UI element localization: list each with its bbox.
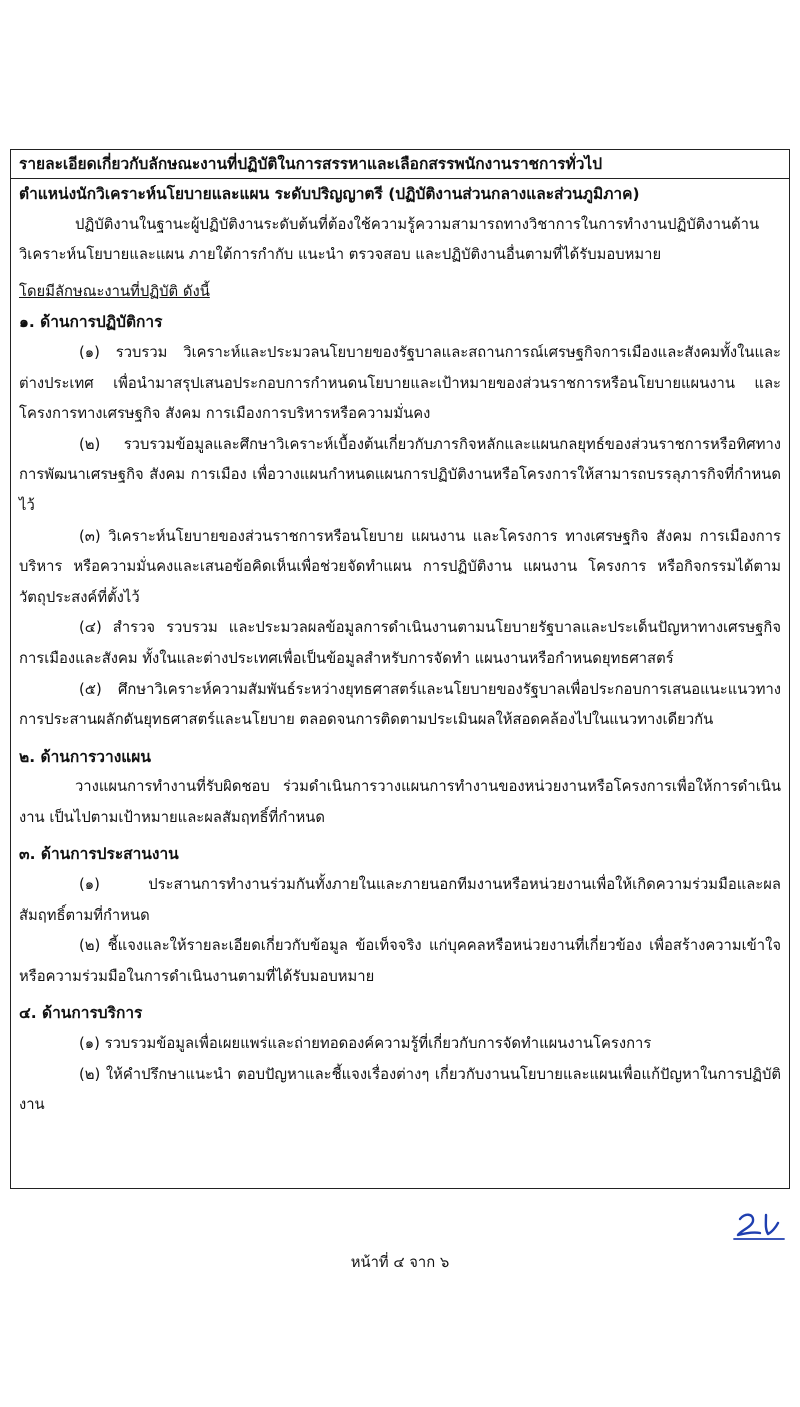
- duties-heading: โดยมีลักษณะงานที่ปฏิบัติ ดังนี้: [19, 282, 210, 300]
- operations-item-5: (๕) ศึกษาวิเคราะห์ความสัมพันธ์ระหว่างยุทธศาสตร์และนโยบายของรัฐบาลเพื่อประกอบการเสนอแนะแนวทาง การประสานผลักดันยุทธศาสตร์และนโยบาย ตลอดจนการติดตามประเมินผลให้สอดคล้องไปในแนวทางเดียวกัน: [19, 680, 781, 729]
- coordination-item-1: (๑) ประสานการทำงานร่วมกันทั้งภายในและภายนอกทีมงานหรือหน่วยงานเพื่อให้เกิดความร่วมมือและผลสัมฤทธิ์ตามที่กำหนด: [19, 876, 781, 924]
- section-heading-service: ๔. ด้านการบริการ: [19, 1004, 143, 1023]
- service-item-2: (๒) ให้คำปรึกษาแนะนำ ตอบปัญหาและชี้แจงเรื่องต่างๆ เกี่ยวกับงานนโยบายและแผนเพื่อแก้ปัญหาในการปฏิบัติงาน: [19, 1065, 781, 1114]
- service-item-1: (๑) รวบรวมข้อมูลเพื่อเผยแพร่และถ่ายทอดองค์ความรู้ที่เกี่ยวกับการจัดทำแผนงานโครงการ: [79, 1035, 652, 1053]
- document-frame: [10, 149, 790, 1189]
- page-number: หน้าที่ ๔ จาก ๖: [350, 1254, 450, 1271]
- document-body: [11, 179, 789, 1121]
- operations-item-3: (๓) วิเคราะห์นโยบายของส่วนราชการหรือนโยบาย แผนงาน และโครงการ ทางเศรษฐกิจ สังคม การเมืองการบริหาร หรือความมั่นคงและเสนอข้อคิดเห็นเพื่อช่วยจัดทำแผน การปฏิบัติงาน แผนงาน โครงการ หรือกิจกรรมได้ตามวัตถุประสงค์ที่ตั้งไว้: [19, 527, 781, 606]
- section-heading-planning: ๒. ด้านการวางแผน: [19, 747, 151, 766]
- operations-item-1: (๑) รวบรวม วิเคราะห์และประมวลนโยบายของรัฐบาลและสถานการณ์เศรษฐกิจการเมืองและสังคมทั้งในและต่างประเทศ เพื่อนำมาสรุปเสนอประกอบการกำหนดนโยบายและเป้าหมายของส่วนราชการหรือนโยบายแผนงาน และโครงการทางเศรษฐกิจ สังคม การเมืองการบริหารหรือความมั่นคง: [19, 343, 781, 423]
- position-title: ตำแหน่งนักวิเคราะห์นโยบายและแผน ระดับปริญญาตรี (ปฏิบัติงานส่วนกลางและส่วนภูมิภาค): [19, 185, 640, 203]
- operations-item-2: (๒) รวบรวมข้อมูลและศึกษาวิเคราะห์เบื้องต้นเกี่ยวกับภารกิจหลักและแผนกลยุทธ์ของส่วนราชการหรือทิศทางการพัฒนาเศรษฐกิจ สังคม การเมือง เพื่อวางแผนกำหนดแผนการปฏิบัติงานหรือโครงการให้สามารถบรรลุภารกิจที่กำหนดไว้: [19, 435, 781, 514]
- coordination-item-2: (๒) ชี้แจงและให้รายละเอียดเกี่ยวกับข้อมูล ข้อเท็จจริง แก่บุคคลหรือหน่วยงานที่เกี่ยวข้อง เพื่อสร้างความเข้าใจหรือความร่วมมือในการดำเนินงานตามที่ได้รับมอบหมาย: [19, 937, 781, 985]
- intro-paragraph: ปฏิบัติงานในฐานะผู้ปฏิบัติงานระดับต้นที่ต้องใช้ความรู้ความสามารถทางวิชาการในการทำงานปฏิบัติงานด้านวิเคราะห์นโยบายและแผน ภายใต้การกำกับ แนะนำ ตรวจสอบ และปฏิบัติงานอื่นตามที่ได้รับมอบหมาย: [19, 215, 760, 264]
- section-heading-operations: ๑. ด้านการปฏิบัติการ: [19, 313, 163, 332]
- operations-item-4: (๔) สำรวจ รวบรวม และประมวลผลข้อมูลการดำเนินงานตามนโยบายรัฐบาลและประเด็นปัญหาทางเศรษฐกิจการเมืองและสังคม ทั้งในและต่างประเทศเพื่อเป็นข้อมูลสำหรับการจัดทำ แผนงานหรือกำหนดยุทธศาสตร์: [19, 619, 781, 667]
- planning-item-1: วางแผนการทำงานที่รับผิดชอบ ร่วมดำเนินการวางแผนการทำงานของหน่วยงานหรือโครงการเพื่อให้การดำเนินงาน เป็นไปตามเป้าหมายและผลสัมฤทธิ์ที่กำหนด: [19, 778, 781, 826]
- handwritten-signature: [728, 1205, 788, 1243]
- section-heading-coordination: ๓. ด้านการประสานงาน: [19, 845, 179, 864]
- document-header: รายละเอียดเกี่ยวกับลักษณะงานที่ปฏิบัติในการสรรหาและเลือกสรรพนักงานราชการทั่วไป: [11, 150, 789, 179]
